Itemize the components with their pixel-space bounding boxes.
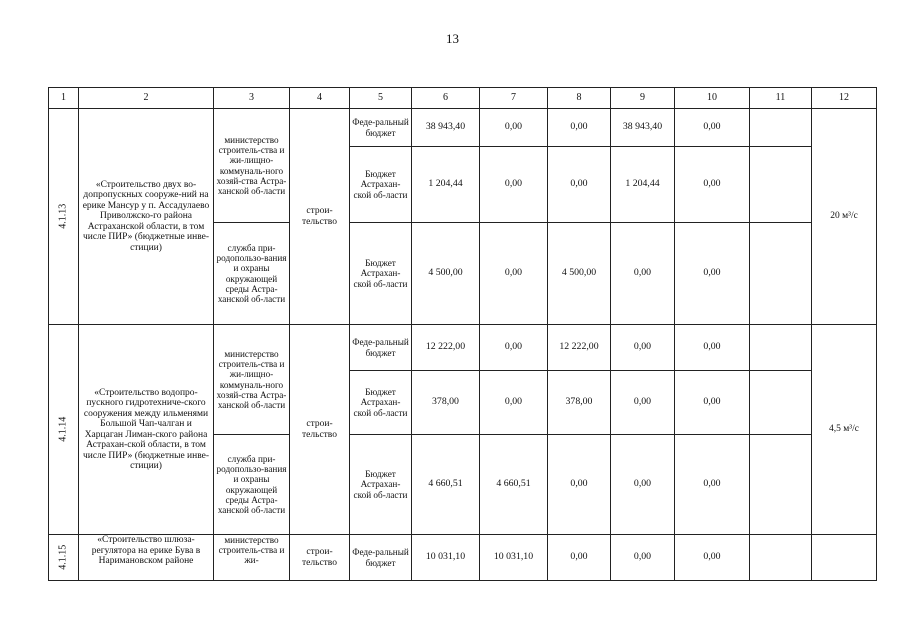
value-cell: 1 204,44: [412, 147, 480, 223]
responsible-cell: служба при-родопользо-вания и охраны окружающей среды Астра-ханской об-ласти: [214, 435, 290, 535]
value-cell: 378,00: [412, 371, 480, 435]
page-number: 13: [446, 31, 459, 46]
budget-source: Бюджет Астрахан-ской об-ласти: [350, 147, 412, 223]
header-cell: 11: [750, 88, 812, 109]
work-type: строи-тельство: [290, 535, 350, 581]
header-cell: 9: [611, 88, 675, 109]
capacity-cell: [812, 535, 877, 581]
item-code: 4.1.15: [57, 545, 69, 570]
item-name: «Строительство двух во-допропускных сооруже-ний на ерике Мансур у п. Ассадулаево Приволжско-го района Астраханской области, в том числе ПИР» (бюджетные инве-стиции): [79, 109, 214, 325]
header-cell: 1: [49, 88, 79, 109]
value-cell: 0,00: [611, 371, 675, 435]
item-code: 4.1.13: [57, 204, 69, 229]
budget-source: Феде-ральный бюджет: [350, 325, 412, 371]
value-cell: 4 660,51: [412, 435, 480, 535]
capacity-cell: 4,5 м³/с: [812, 325, 877, 535]
value-cell: 1 204,44: [611, 147, 675, 223]
value-cell: 38 943,40: [412, 109, 480, 147]
item-name: «Строительство шлюза-регулятора на ерике Бува в Наримановском районе: [79, 535, 214, 581]
item-code-cell: [49, 535, 79, 581]
responsible-cell: министерство строитель-ства и жи-лищно-коммуналь-ного хозяй-ства Астра-ханской об-ласти: [214, 325, 290, 435]
value-cell: 0,00: [675, 535, 750, 581]
item-code: 4.1.14: [57, 417, 69, 442]
work-type: строи-тельство: [290, 109, 350, 325]
value-cell: 4 660,51: [480, 435, 548, 535]
value-cell: 0,00: [480, 371, 548, 435]
header-cell: 8: [548, 88, 611, 109]
value-cell: 0,00: [675, 371, 750, 435]
budget-source: Феде-ральный бюджет: [350, 109, 412, 147]
header-cell: 10: [675, 88, 750, 109]
item-code-cell: [49, 109, 79, 325]
item-name: «Строительство водопро-пускного гидротехниче-ского сооружения между ильменями Большой Чап-чалган и Харцаган Лиман-ского района Астрахан-ской области, в том числе ПИР» (бюджетные инве-стиции): [79, 325, 214, 535]
header-cell: 5: [350, 88, 412, 109]
header-cell: 7: [480, 88, 548, 109]
value-cell: 10 031,10: [480, 535, 548, 581]
header-cell: 4: [290, 88, 350, 109]
value-cell: 378,00: [548, 371, 611, 435]
value-cell: [750, 109, 812, 147]
work-type: строи-тельство: [290, 325, 350, 535]
table-row: [49, 535, 877, 581]
header-cell: 2: [79, 88, 214, 109]
budget-source: Бюджет Астрахан-ской об-ласти: [350, 435, 412, 535]
value-cell: 0,00: [548, 535, 611, 581]
value-cell: 4 500,00: [548, 223, 611, 325]
value-cell: 0,00: [480, 147, 548, 223]
value-cell: 0,00: [480, 109, 548, 147]
value-cell: 0,00: [548, 147, 611, 223]
program-table: [48, 87, 877, 581]
value-cell: 0,00: [675, 435, 750, 535]
value-cell: 0,00: [675, 325, 750, 371]
value-cell: 12 222,00: [548, 325, 611, 371]
value-cell: [750, 223, 812, 325]
table-row: [49, 325, 877, 371]
budget-source: Феде-ральный бюджет: [350, 535, 412, 581]
value-cell: 0,00: [611, 223, 675, 325]
budget-source: Бюджет Астрахан-ской об-ласти: [350, 223, 412, 325]
value-cell: [750, 535, 812, 581]
value-cell: 0,00: [611, 535, 675, 581]
responsible-cell: министерство строитель-ства и жи-лищно-коммуналь-ного хозяй-ства Астра-ханской об-ласти: [214, 109, 290, 223]
responsible-cell: министерство строитель-ства и жи-: [214, 535, 290, 581]
value-cell: 0,00: [675, 147, 750, 223]
header-cell: 3: [214, 88, 290, 109]
value-cell: 0,00: [548, 435, 611, 535]
header-cell: 6: [412, 88, 480, 109]
item-code-cell: [49, 325, 79, 535]
table-row: [49, 109, 877, 147]
value-cell: 0,00: [675, 223, 750, 325]
budget-source: Бюджет Астрахан-ской об-ласти: [350, 371, 412, 435]
responsible-cell: служба при-родопользо-вания и охраны окружающей среды Астра-ханской об-ласти: [214, 223, 290, 325]
value-cell: [750, 435, 812, 535]
capacity-cell: 20 м³/с: [812, 109, 877, 325]
value-cell: 12 222,00: [412, 325, 480, 371]
header-row: [49, 88, 877, 109]
value-cell: [750, 325, 812, 371]
value-cell: 0,00: [480, 325, 548, 371]
value-cell: 0,00: [548, 109, 611, 147]
value-cell: [750, 371, 812, 435]
value-cell: [750, 147, 812, 223]
value-cell: 0,00: [611, 435, 675, 535]
value-cell: 0,00: [480, 223, 548, 325]
value-cell: 38 943,40: [611, 109, 675, 147]
value-cell: 4 500,00: [412, 223, 480, 325]
header-cell: 12: [812, 88, 877, 109]
value-cell: 10 031,10: [412, 535, 480, 581]
value-cell: 0,00: [675, 109, 750, 147]
value-cell: 0,00: [611, 325, 675, 371]
